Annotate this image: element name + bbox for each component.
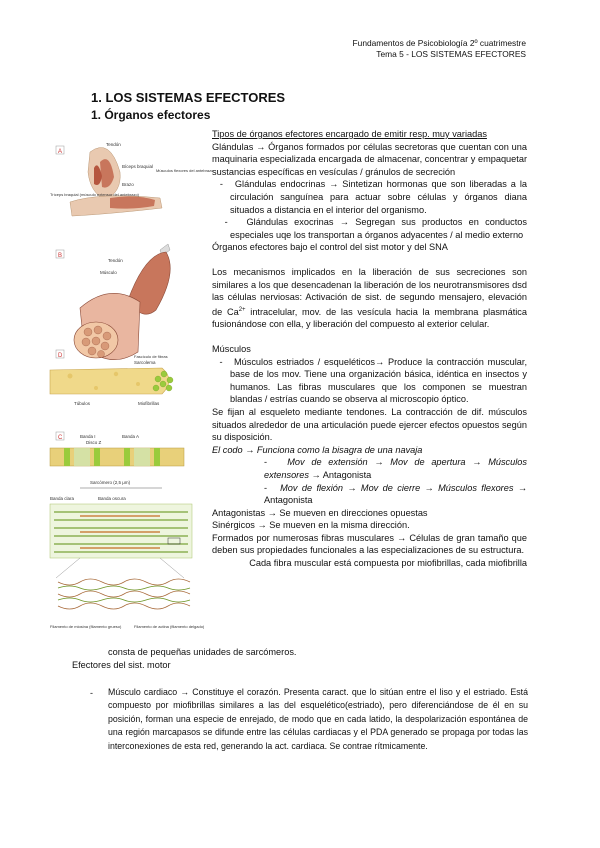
label-sarcomero: Sarcómero (2,5 μm) xyxy=(90,480,131,485)
label-tubulos: Túbulos xyxy=(74,401,91,406)
label-tendon-top: Tendón xyxy=(106,142,121,147)
section-title: 1. LOS SISTEMAS EFECTORES xyxy=(91,90,286,105)
codo-line: El codo → Funciona como la bisagra de una navaja xyxy=(212,444,423,455)
efectores-control: Órganos efectores bajo el control del sist motor y del SNA xyxy=(212,242,448,253)
muscle-bundle-illustration xyxy=(56,244,170,360)
panel-label-c: C xyxy=(58,435,63,441)
formados-paragraph: Formados por numerosas fibras musculares → Células de gran tamaño que deben sus propiedades funcionales a las especializaciones de su estructura. xyxy=(212,532,527,556)
header-topic: Tema 5 - LOS SISTEMAS EFECTORES xyxy=(376,49,526,59)
efectores-motor-label: Efectores del sist. motor xyxy=(72,660,171,670)
header-course: Fundamentos de Psicobiología 2º cuatrimestre xyxy=(352,38,526,48)
cardiaco-paragraph: Músculo cardiaco → Constituye el corazón. Presenta caract. que lo sitúan entre el liso y el estriado. Está compuesto por miofibrillas similares a las del esquelético(estriado), pero diferenciándose de él en su posición, forman una especie de enrejado, de modo que en cada latido, la despolarización espontánea de una región marcapasos se difunde entre las células cardiacas y el PDA generado se propaga por todas las interconexiones de esta red, generando la act. cardiaca. Se contrae rítmicamente. xyxy=(108,687,528,751)
label-brazo: Brazo xyxy=(122,182,134,187)
panel-label-b: B xyxy=(58,253,63,259)
arm-illustration xyxy=(50,142,214,216)
flexion-line: - Mov de flexión → Mov de cierre → Músculos flexores → Antagonista xyxy=(264,482,528,506)
exocrinas-paragraph: - Glándulas exocrinas → Segregan sus productos en conductos especiales uqe los transportan a órganos adyacentes / al medio externo xyxy=(212,217,528,240)
sinergicos-line: Sinérgicos → Se mueven en la misma dirección. xyxy=(212,520,410,531)
glandulas-paragraph: Glándulas → Órganos formados por células secretoras que cuentan con una maquinaria especializada encargada de almacenar, concentrar y empaquetar sustancias específicas en vesículas / gránulos de secreción xyxy=(212,141,527,177)
endocrinas-paragraph: - Glándulas endocrinas → Sintetizan hormonas que son liberadas a la circulación sanguínea para actuar sobre células y órganos diana situados a distancia en el interior del organismo. xyxy=(212,179,527,215)
label-flexores: Músculos flexores del antebrazo xyxy=(156,168,214,173)
panel-label-d: D xyxy=(58,353,63,359)
estriados-paragraph: - Músculos estriados / esqueléticos→ Produce la contracción muscular, base de los mov. Tiene una organización básica, idéntica en insectos y humanos. Las fibras musculares que los componen se muestran blandas / estrías cuando se observa al microscopio óptico. xyxy=(212,356,527,405)
subsection-title: 1. Órganos efectores xyxy=(91,108,211,122)
myofibril-illustration xyxy=(50,432,205,629)
label-tendon-mid: Tendón xyxy=(108,258,123,263)
bullet-dash: - xyxy=(90,688,93,698)
antagonistas-line: Antagonistas → Se mueven en direcciones opuestas xyxy=(212,507,428,518)
label-banda-i-top: Banda I xyxy=(80,434,96,439)
label-biceps: Bíceps braquial xyxy=(122,164,154,169)
label-disco-z: Disco Z xyxy=(86,440,102,445)
mecanismos-paragraph: Los mecanismos implicados en la liberación de sus secreciones son similares a los que desencadenan la liberación de los neurotransmisores dsd las células nerviosas: Activación de sist. de segundo mensajero, elevación de $Ca^{2+}$ intracelular, mov. de las vesícula hacia la membrana plasmática fusionándose con ella, y liberación del compuesto al exterior celular. xyxy=(212,266,527,330)
label-musculo: Músculo xyxy=(100,270,117,275)
musculos-heading: Músculos xyxy=(212,343,251,354)
label-banda-oscura: Banda oscura xyxy=(98,496,126,501)
label-banda-a-top: Banda A xyxy=(122,434,140,439)
muscle-anatomy-figure xyxy=(50,132,214,648)
cada-fibra-continuation: consta de pequeñas unidades de sarcómeros. xyxy=(108,647,297,657)
label-miofibrillas: Miofibrillas xyxy=(138,401,160,406)
label-sarcolema: Sarcolema xyxy=(134,360,156,365)
intro-underline: Tipos de órganos efectores encargado de emitir resp. muy variadas xyxy=(212,129,487,139)
cada-fibra-line: Cada fibra muscular está compuesta por miofibrillas, cada miofibrilla xyxy=(249,558,527,569)
label-banda-clara: Banda clara xyxy=(50,496,75,501)
panel-label-a: A xyxy=(58,149,63,155)
extension-line: - Mov de extensión → Mov de apertura → Músculos extensores → Antagonista xyxy=(264,457,527,480)
label-miosina: Filamento de miosina (filamento grueso) xyxy=(50,624,122,629)
label-actina: Filamento de actina (filamento delgado) xyxy=(134,624,205,629)
label-triceps: Tríceps braquial (músculo extensor del antebrazo) xyxy=(50,192,140,197)
text-column xyxy=(212,128,527,570)
label-fasciculo: Fascículo de fibras xyxy=(134,354,168,359)
tendones-paragraph: Se fijan al esqueleto mediante tendones. La contracción de dif. músculos situados alrededor de una articulación puede ejercer efectos opuestos según su disposición. xyxy=(212,406,527,443)
